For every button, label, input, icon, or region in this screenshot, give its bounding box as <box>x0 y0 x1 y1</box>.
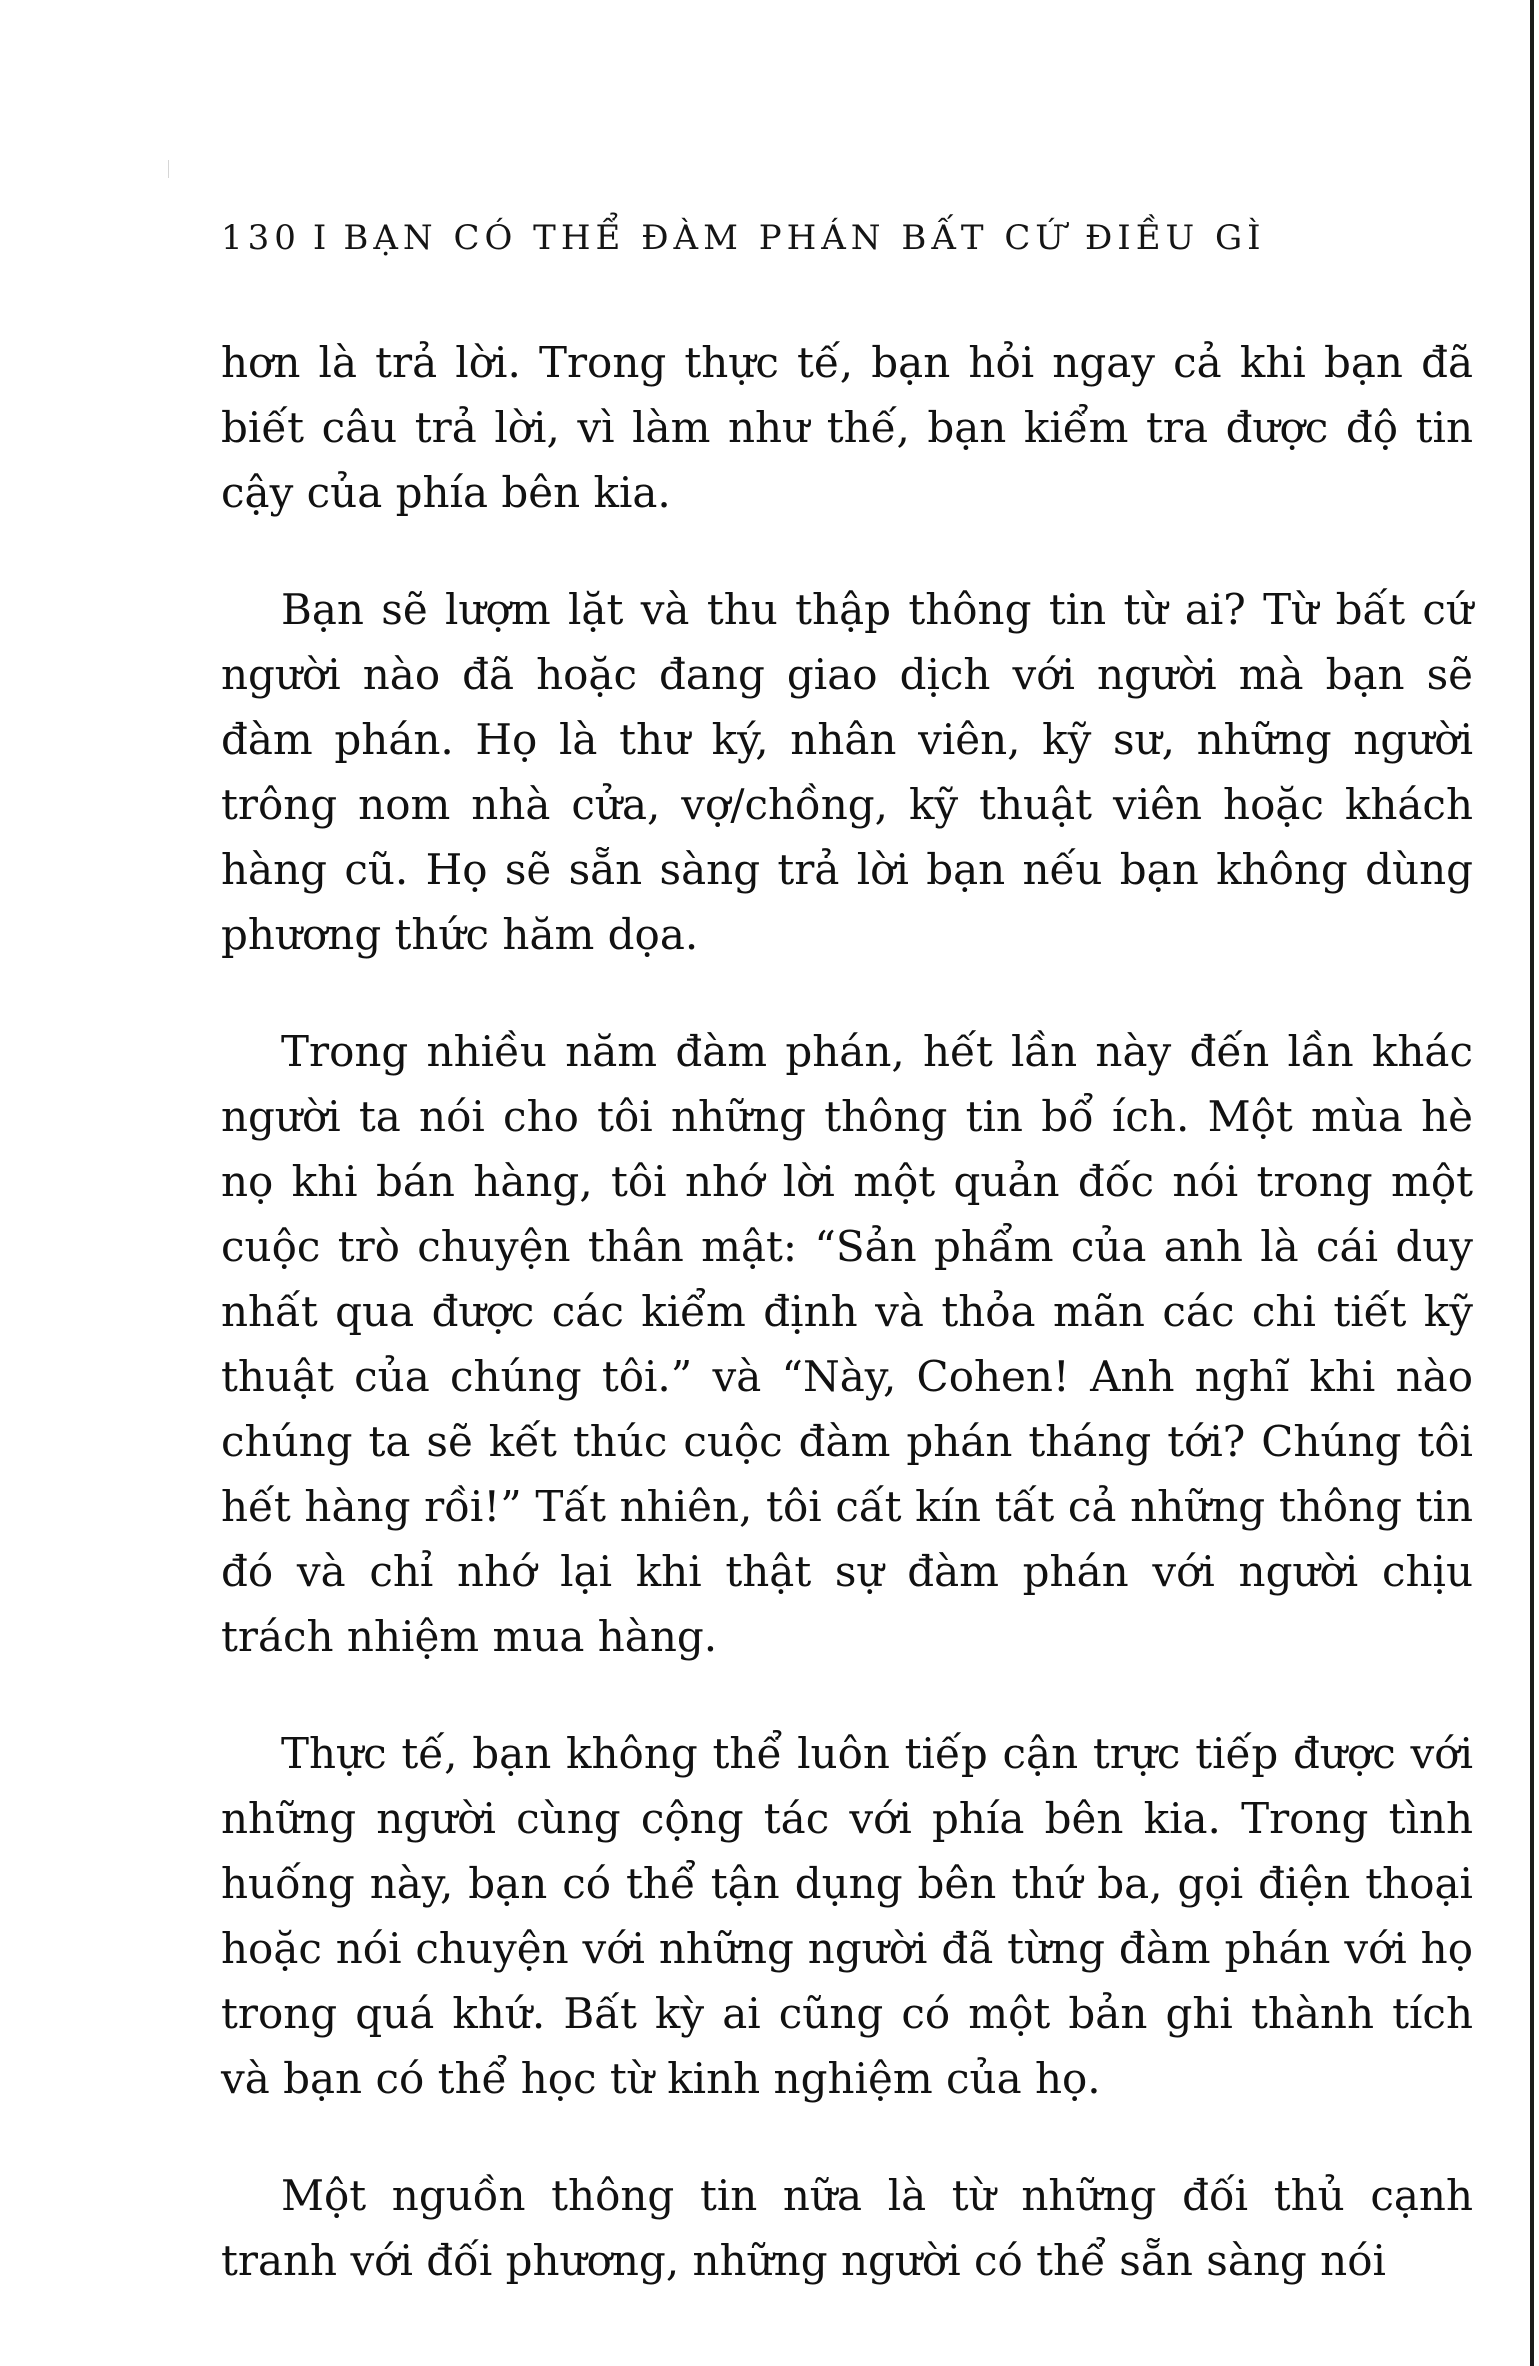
body-text <box>221 330 1473 2345</box>
running-head <box>221 218 1321 258</box>
paragraph: Bạn sẽ lượm lặt và thu thập thông tin từ ai? Từ bất cứ người nào đã hoặc đang giao dịch với người mà bạn sẽ đàm phán. Họ là thư ký, nhân viên, kỹ sư, những người trông nom nhà cửa, vợ/chồng, kỹ thuật viên hoặc khách hàng cũ. Họ sẽ sẵn sàng trả lời bạn nếu bạn không dùng phương thức hăm dọa. <box>221 585 1473 959</box>
paragraph: Một nguồn thông tin nữa là từ những đối thủ cạnh tranh với đối phương, những người có thể sẵn sàng nói <box>221 2171 1473 2285</box>
page-edge-shadow <box>1530 0 1534 2366</box>
paragraph: hơn là trả lời. Trong thực tế, bạn hỏi ngay cả khi bạn đã biết câu trả lời, vì làm như thế, bạn kiểm tra được độ tin cậy của phía bên kia. <box>221 338 1473 517</box>
page-number: 130 <box>221 218 301 258</box>
gutter-mark <box>168 160 169 178</box>
book-title: BẠN CÓ THỂ ĐÀM PHÁN BẤT CỨ ĐIỀU GÌ <box>343 218 1266 258</box>
paragraph: Trong nhiều năm đàm phán, hết lần này đến lần khác người ta nói cho tôi những thông tin bổ ích. Một mùa hè nọ khi bán hàng, tôi nhớ lời một quản đốc nói trong một cuộc trò chuyện thân mật: “Sản phẩm của anh là cái duy nhất qua được các kiểm định và thỏa mãn các chi tiết kỹ thuật của chúng tôi.” và “Này, Cohen! Anh nghĩ khi nào chúng ta sẽ kết thúc cuộc đàm phán tháng tới? Chúng tôi hết hàng rồi!” Tất nhiên, tôi cất kín tất cả những thông tin đó và chỉ nhớ lại khi thật sự đàm phán với người chịu trách nhiệm mua hàng. <box>221 1027 1473 1661</box>
paragraph: Thực tế, bạn không thể luôn tiếp cận trực tiếp được với những người cùng cộng tác với phía bên kia. Trong tình huống này, bạn có thể tận dụng bên thứ ba, gọi điện thoại hoặc nói chuyện với những người đã từng đàm phán với họ trong quá khứ. Bất kỳ ai cũng có một bản ghi thành tích và bạn có thể học từ kinh nghiệm của họ. <box>221 1729 1473 2103</box>
running-head-separator: I <box>312 218 332 258</box>
